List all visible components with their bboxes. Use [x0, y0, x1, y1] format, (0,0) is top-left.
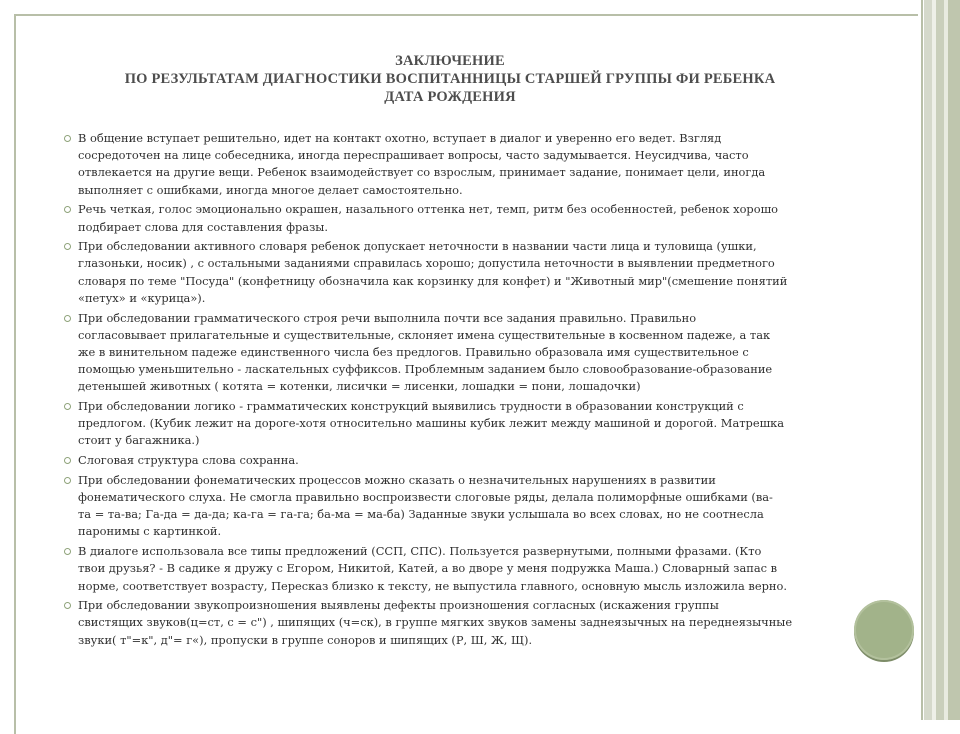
bullet-circle-icon — [64, 243, 71, 250]
bullet-text-line: подбирает слова для составления фразы. — [78, 219, 328, 234]
bullet-text-line: сосредоточен на лице собеседника, иногда переспрашивает вопросы, часто задумывается. Неусидчива, часто — [78, 148, 749, 163]
bullet-text-line: выполняет с ошибками, иногда многое делает самостоятельно. — [78, 182, 463, 197]
bullet-text-line: норме, соответствует возрасту, Пересказ близко к тексту, не выпустила главного, основную мысль изложила верно. — [78, 578, 787, 593]
title-line-1: ЗАКЛЮЧЕНИЕ — [395, 53, 505, 69]
bullet-text-line: же в винительном падеже единственного числа без предлогов. Правильно образовала имя существительное с — [78, 344, 749, 359]
bullet-text-line: Слоговая структура слова сохранна. — [78, 453, 299, 468]
bullet-item — [64, 310, 842, 396]
bullet-circle-icon — [64, 135, 71, 142]
bullet-circle-icon — [64, 315, 71, 322]
slide-title — [60, 52, 840, 106]
decorative-side-stripes — [924, 0, 960, 720]
bullet-item — [64, 398, 842, 450]
bullet-item — [64, 201, 842, 235]
title-line-3: ДАТА РОЖДЕНИЯ — [384, 89, 516, 105]
bullet-text-line: При обследовании звукопроизношения выявлены дефекты произношения согласных (искажения группы — [78, 598, 719, 613]
bullet-text-line: та = та-ва; Га-да = да-да; ка-га = га-га; ба-ма = ма-ба) Заданные звуки услышала во всех словах, но не соотнесла — [78, 507, 764, 522]
bullet-text-line: В диалоге использовала все типы предложений (ССП, СПС). Пользуется развернутыми, полными фразами. (Кто — [78, 544, 762, 559]
bullet-circle-icon — [64, 457, 71, 464]
bullet-text-line: При обследовании грамматического строя речи выполнила почти все задания правильно. Правильно — [78, 310, 697, 325]
decorative-circle — [854, 600, 914, 660]
bullet-text-line: твои друзья? - В садике я дружу с Егором, Никитой, Катей, а во дворе у меня подружка Маша.) Словарный запас в — [78, 561, 778, 576]
bullet-text-line: стоит у багажника.) — [78, 433, 200, 448]
bullet-text-line: согласовывает прилагательные и существительные, склоняет имена существительные в косвенном падеже, а так — [78, 327, 771, 342]
bullet-circle-icon — [64, 477, 71, 484]
bullet-circle-icon — [64, 403, 71, 410]
bullet-circle-icon — [64, 548, 71, 555]
slide-body — [64, 130, 842, 651]
bullet-item — [64, 130, 842, 199]
bullet-text-line: помощью уменьшительно - ласкательных суффиксов. Проблемным заданием было словообразование-образование — [78, 362, 773, 377]
bullet-item — [64, 597, 842, 649]
bullet-item — [64, 543, 842, 595]
bullet-text-line: свистящих звуков(ц=ст, с = с") , шипящих (ч=ск), в группе мягких звуков замены заднеязычных на переднеязычные — [78, 615, 793, 630]
bullet-text-line: фонематического слуха. Не смогла правильно воспроизвести слоговые ряды, делала полиморфные ошибками (ва- — [78, 490, 773, 505]
bullet-text-line: «петух» и «курица»). — [78, 290, 206, 305]
bullet-text-line: предлогом. (Кубик лежит на дороге-хотя относительно машины кубик лежит между машиной и дорогой. Матрешка — [78, 416, 785, 431]
bullet-text-line: При обследовании активного словаря ребенок допускает неточности в названии части лица и туловища (ушки, — [78, 239, 757, 254]
bullet-text-line: При обследовании логико - грамматических конструкций выявились трудности в образовании конструкций с — [78, 399, 744, 414]
bullet-text-line: детенышей животных ( котята = котенки, лисички = лисенки, лошадки = пони, лошадочки) — [78, 379, 641, 394]
bullet-circle-icon — [64, 206, 71, 213]
title-line-2: ПО РЕЗУЛЬТАТАМ ДИАГНОСТИКИ ВОСПИТАННИЦЫ СТАРШЕЙ ГРУППЫ ФИ РЕБЕНКА — [124, 71, 776, 87]
bullet-item — [64, 472, 842, 541]
bullet-text-line: словаря по теме "Посуда" (конфетницу обозначила как корзинку для конфет) и "Животный мир"(смешение понятий — [78, 273, 788, 288]
bullet-circle-icon — [64, 602, 71, 609]
bullet-text-line: Речь четкая, голос эмоционально окрашен, назального оттенка нет, темп, ритм без особенностей, ребенок хорошо — [78, 202, 779, 217]
bullet-text-line: паронимы с картинкой. — [78, 524, 222, 539]
bullet-item — [64, 238, 842, 307]
bullet-text-line: звуки( т"=к", д"= г«), пропуски в группе соноров и шипящих (Р, Ш, Ж, Щ). — [78, 632, 533, 647]
bullet-item — [64, 452, 842, 469]
bullet-text-line: В общение вступает решительно, идет на контакт охотно, вступает в диалог и уверенно его ведет. Взгляд — [78, 131, 722, 145]
bullet-text-line: При обследовании фонематических процессов можно сказать о незначительных нарушениях в развитии — [78, 472, 716, 487]
bullet-text-line: глазоньки, носик) , с остальными заданиями справилась хорошо; допустила неточности в выявлении предметного — [78, 256, 775, 271]
bullet-text-line: отвлекается на другие вещи. Ребенок взаимодействует со взрослым, принимает задание, понимает цели, иногда — [78, 165, 766, 180]
